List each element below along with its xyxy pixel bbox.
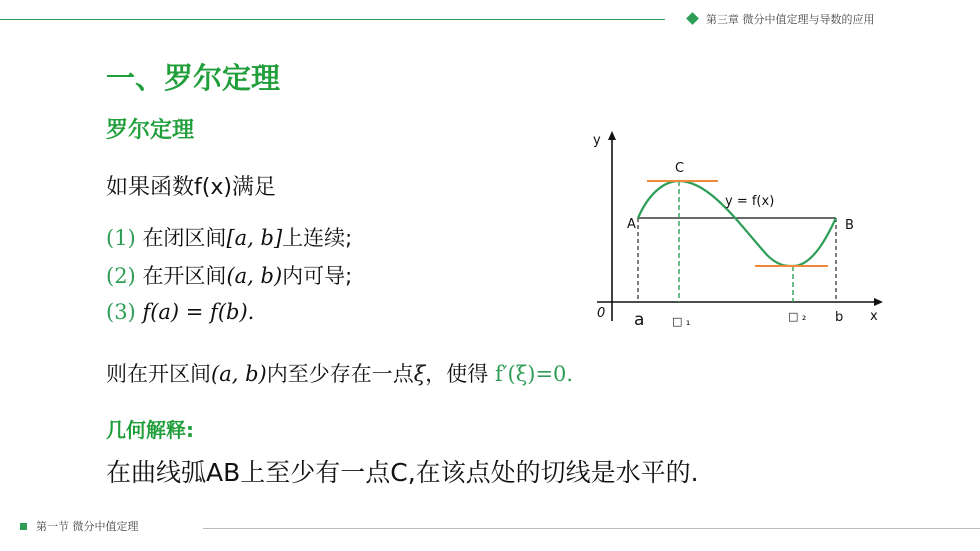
geometric-text: 在曲线弧AB上至少有一点C,在该点处的切线是水平的. — [106, 458, 699, 487]
rolle-diagram — [585, 125, 885, 335]
section-title: 一、罗尔定理 — [106, 61, 281, 95]
header-divider — [0, 19, 665, 20]
condition-3 — [106, 300, 254, 324]
point-a-label: A — [627, 217, 636, 232]
diamond-icon — [686, 12, 699, 25]
condition-1 — [106, 222, 352, 252]
chapter-label: 第三章 微分中值定理与导数的应用 — [706, 13, 875, 26]
y-axis-label: y — [593, 133, 601, 148]
footer-section-label: 第一节 微分中值定理 — [36, 520, 139, 533]
conclusion-formula: f′(ξ)=0. — [494, 362, 574, 386]
condition-math: [a, b] — [226, 226, 283, 250]
condition-math: (a, b) — [226, 264, 283, 288]
intro-text: 如果函数f(x)满足 — [106, 175, 276, 200]
condition-2 — [106, 260, 352, 290]
condition-text: 在闭区间 — [142, 226, 227, 250]
condition-number: (2) — [106, 264, 136, 288]
geometric-title: 几何解释: — [106, 418, 194, 442]
tick-b-label: b — [835, 310, 844, 325]
tick-xi2-label: □ ₂ — [788, 310, 807, 323]
conclusion-point: ξ — [413, 362, 426, 386]
condition-number: (3) — [106, 300, 136, 324]
curve-label: y = f(x) — [725, 194, 775, 209]
origin-label: 0 — [597, 306, 606, 321]
conclusion-interval: (a, b) — [211, 362, 267, 386]
y-axis-arrow — [608, 131, 616, 140]
point-c-label: C — [675, 161, 685, 176]
conclusion-text: ，使得 — [425, 362, 489, 386]
condition-text: 在开区间 — [142, 264, 227, 288]
condition-number: (1) — [106, 226, 136, 250]
tick-xi1-label: □ ₁ — [672, 315, 691, 328]
tick-a-label: a — [634, 310, 645, 330]
footer-divider — [203, 528, 980, 529]
conclusion-text: 内至少存在一点 — [266, 362, 414, 386]
condition-text: 上连续; — [282, 226, 353, 250]
theorem-title: 罗尔定理 — [106, 118, 195, 143]
condition-text: 内可导; — [282, 264, 353, 288]
conclusion-text: 则在开区间 — [106, 362, 211, 386]
x-axis-arrow — [874, 298, 883, 306]
footer-square-icon — [20, 523, 27, 530]
condition-math: f(a) = f(b). — [142, 300, 255, 324]
x-axis-label: x — [870, 309, 878, 324]
conclusion — [106, 358, 573, 388]
point-b-label: B — [845, 218, 854, 233]
